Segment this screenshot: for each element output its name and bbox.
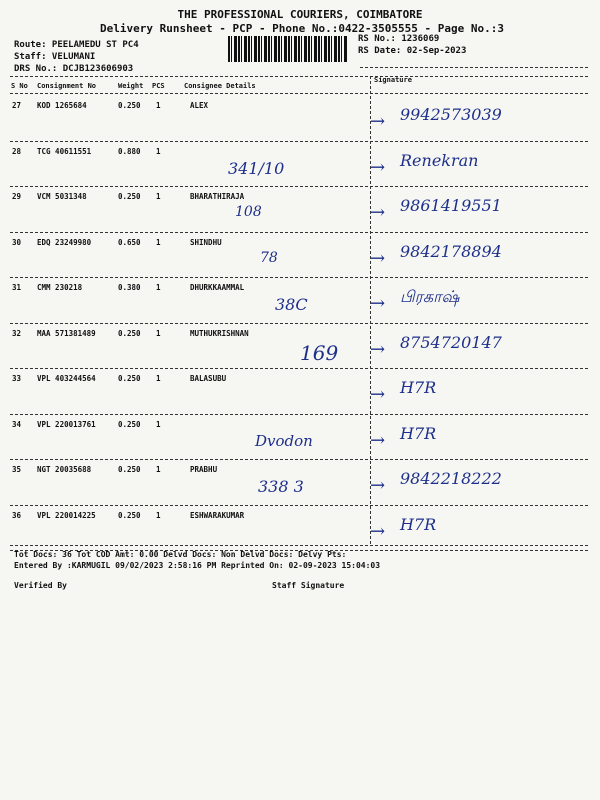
col-consignee: Consignee Details [184,82,256,90]
footer-rule [10,545,588,546]
handwritten-note: 338 3 [258,477,304,496]
table-header-rule [10,93,588,94]
runsheet-subtitle: Delivery Runsheet - PCP - Phone No.:0422-3505555 - Page No.:3 [100,22,504,35]
table-row [0,281,600,327]
cell-consignee: MUTHUKRISHNAN [190,328,249,338]
row-divider [10,141,588,142]
rs-number: RS No.: 1236069 [358,34,440,44]
cell-pcs: 1 [156,374,161,383]
table-row [0,145,600,191]
cell-consignment: TCG 40611551 [37,146,92,156]
cell-consignee: PRABHU [190,465,218,474]
cell-sno: 30 [12,237,22,247]
handwritten-note: 169 [300,340,339,365]
handwritten-note: 78 [260,249,278,266]
cell-weight: 0.250 [118,465,141,474]
rs-date: RS Date: 02-Sep-2023 [358,46,467,56]
row-divider [10,414,588,415]
route-label: Route: PEELAMEDU ST PC4 [14,40,139,50]
cell-pcs: 1 [156,465,161,474]
table-row [0,418,600,464]
cell-weight: 0.880 [118,146,141,156]
arrow-icon: → [370,247,386,269]
cell-pcs: 1 [156,328,161,338]
cell-consignee: ALEX [190,101,209,110]
arrow-icon: → [370,293,386,314]
cell-pcs: 1 [156,101,161,110]
arrow-icon: → [370,111,386,132]
cell-weight: 0.650 [118,237,141,247]
cell-consignment: VCM 5031348 [37,192,87,201]
cell-weight: 0.250 [118,192,141,201]
cell-pcs: 1 [156,419,161,429]
table-row [0,99,600,145]
row-divider [10,277,588,278]
col-weight: Weight [118,82,144,90]
arrow-icon: → [370,338,386,360]
cell-consignment: EDQ 23249980 [37,237,92,247]
arrow-icon: → [370,202,386,223]
row-divider [10,505,588,506]
cell-sno: 28 [12,146,22,156]
cell-sno: 34 [12,419,22,429]
arrow-icon: → [370,429,386,451]
cell-sno: 36 [12,510,22,520]
handwritten-note: 38C [275,295,308,314]
company-title: THE PROFESSIONAL COURIERS, COIMBATORE [177,8,423,21]
recipient-signature: H7R [400,514,437,534]
cell-sno: 35 [12,465,22,474]
verified-by-label: Verified By [14,581,67,590]
recipient-signature: 9942573039 [400,105,502,124]
staff-label: Staff: VELUMANI [14,52,96,62]
col-signature: Signature [374,76,412,84]
recipient-signature: H7R [400,423,437,443]
header-rule [360,67,588,68]
barcode [228,36,348,62]
staff-signature-label: Staff Signature [272,581,345,590]
cell-weight: 0.250 [118,510,141,520]
cell-weight: 0.380 [118,283,141,292]
table-row [0,509,600,555]
arrow-icon: → [370,520,386,542]
table-row [0,372,600,418]
table-row [0,190,600,236]
recipient-signature: 9861419551 [400,196,502,215]
cell-weight: 0.250 [118,101,141,110]
recipient-signature: 9842218222 [400,469,502,488]
entered-by-line: Entered By :KARMUGIL 09/02/2023 2:58:16 PM Reprinted On: 02-09-2023 15:04:03 [14,561,381,570]
totals-line: Tot Docs: 36 Tot COD Amt: 0.00 Delvd Docs: Non Delvd Docs: Delvy Pts: [14,550,347,559]
cell-sno: 27 [12,101,22,110]
cell-weight: 0.250 [118,328,141,338]
handwritten-note: 341/10 [228,158,285,178]
col-sno: S No [11,82,28,90]
cell-consignment: KOD 1265684 [37,101,87,110]
cell-consignment: NGT 20035688 [37,465,92,474]
cell-consignment: VPL 403244564 [37,374,96,383]
handwritten-note: Dvodon [255,431,313,450]
row-divider [10,186,588,187]
table-row [0,463,600,509]
cell-consignment: VPL 220013761 [37,419,96,429]
arrow-icon: → [370,475,386,496]
cell-pcs: 1 [156,146,161,156]
row-divider [10,459,588,460]
cell-weight: 0.250 [118,374,141,383]
cell-sno: 29 [12,192,22,201]
recipient-signature: 8754720147 [400,332,502,352]
cell-pcs: 1 [156,192,161,201]
table-top-rule [10,76,588,77]
row-divider [10,368,588,369]
cell-pcs: 1 [156,510,161,520]
cell-sno: 32 [12,328,22,338]
cell-consignment: VPL 220014225 [37,510,96,520]
arrow-icon: → [370,156,386,178]
handwritten-note: 108 [235,204,262,220]
table-row [0,236,600,282]
cell-pcs: 1 [156,283,161,292]
cell-sno: 33 [12,374,22,383]
cell-consignment: CMM 230218 [37,283,83,292]
cell-consignee: BHARATHIRAJA [190,192,245,201]
cell-sno: 31 [12,283,22,292]
cell-weight: 0.250 [118,419,141,429]
cell-consignee: DHURKKAAMMAL [190,283,245,292]
col-pcs: PCS [152,82,165,90]
col-consignment: Consignment No [37,82,97,90]
cell-consignee: BALASUBU [190,374,227,383]
cell-consignment: MAA 571381489 [37,328,96,338]
recipient-signature: 9842178894 [400,241,502,261]
row-divider [10,323,588,324]
row-divider [10,232,588,233]
recipient-signature: பிரகாஷ் [400,287,460,306]
recipient-signature: Renekran [400,150,479,170]
cell-pcs: 1 [156,237,161,247]
table-row [0,327,600,373]
arrow-icon: → [370,384,386,405]
recipient-signature: H7R [400,378,437,397]
cell-consignee: ESHWARAKUMAR [190,510,245,520]
cell-consignee: SHINDHU [190,237,222,247]
drs-number: DRS No.: DCJB123606903 [14,64,134,74]
